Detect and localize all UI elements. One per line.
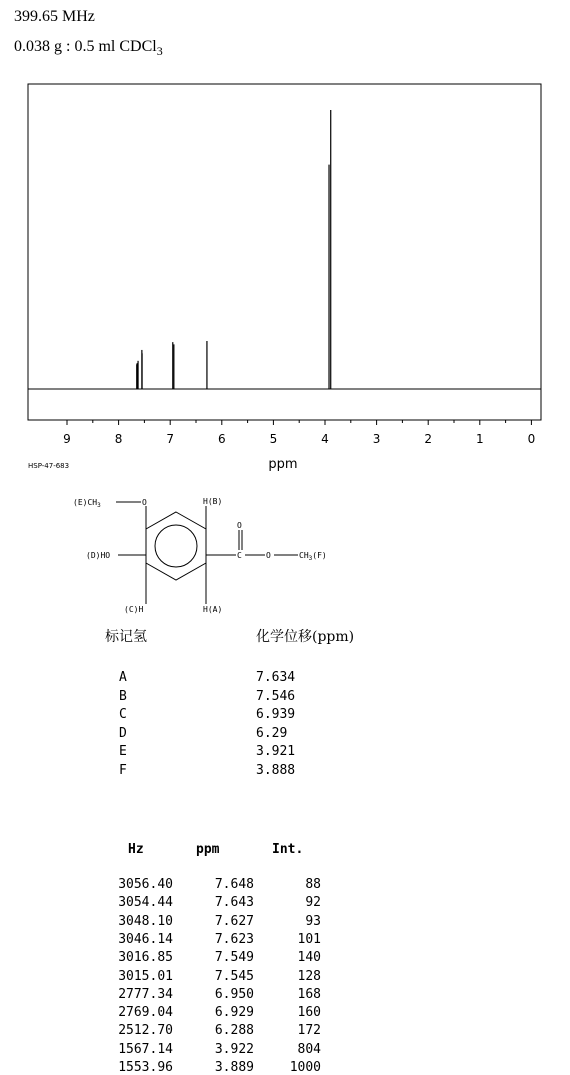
- label-dho: (D)HO: [86, 551, 111, 560]
- assignment-shift-C: 6.939: [256, 707, 296, 723]
- label-ha: H(A): [203, 605, 223, 614]
- peak-table-cell: 3046.14: [118, 931, 173, 947]
- peak-table-cell: 3048.10: [118, 913, 173, 929]
- peak-table-cell: 2512.70: [118, 1023, 173, 1039]
- x-tick-label-1: 1: [475, 432, 484, 446]
- peak-table-cell: 93: [305, 913, 321, 929]
- chemical-structure: [73, 497, 327, 614]
- peak-table-cell: 804: [297, 1041, 321, 1057]
- x-tick-label-0: 0: [527, 432, 536, 446]
- assignment-shift-E: 3.921: [256, 744, 296, 760]
- peak-table-cell: 6.288: [214, 1023, 254, 1039]
- peak-table-cell: 3015.01: [118, 968, 173, 984]
- peak-table-header-0: Hz: [128, 842, 144, 857]
- label-ch: (C)H: [124, 605, 144, 614]
- assignment-shift-F: 3.888: [256, 763, 296, 778]
- peak-table-cell: 1000: [289, 1060, 321, 1075]
- assignment-label-B: B: [119, 688, 127, 704]
- label-o-top: O: [142, 498, 147, 507]
- peak-table-cell: 3054.44: [118, 895, 173, 911]
- sample-subscript: 3: [156, 44, 163, 59]
- label-ch3f: $CH_3(F)$: [299, 551, 327, 562]
- assignment-label-D: D: [119, 725, 127, 741]
- peak-table-cell: 168: [297, 986, 321, 1002]
- assignment-label-F: F: [119, 763, 127, 778]
- assignment-header-shift: 化学位移(ppm): [256, 629, 355, 645]
- assignment-shift-D: 6.29: [256, 725, 288, 741]
- sample-main: 0.038 g : 0.5 ml CDCl: [14, 38, 157, 55]
- peak-table-cell: 3056.40: [118, 877, 173, 892]
- peak-table-cell: 1567.14: [118, 1041, 173, 1057]
- peak-table-cell: 92: [305, 895, 321, 911]
- peak-table-header-2: Int.: [272, 842, 304, 857]
- x-tick-label-7: 7: [166, 432, 175, 446]
- aromatic-circle: [155, 525, 197, 567]
- peak-table-cell: 88: [305, 877, 321, 892]
- assignment-shift-B: 7.546: [256, 688, 296, 704]
- label-e-ch3: $(E)CH_3$: [73, 498, 101, 509]
- peak-table-cell: 6.929: [214, 1005, 254, 1021]
- spectrum-code: HSP-47-683: [28, 462, 70, 470]
- peak-table-cell: 3016.85: [118, 950, 173, 966]
- peak-table-cell: 6.950: [214, 986, 254, 1002]
- assignment-shift-A: 7.634: [256, 670, 296, 685]
- label-carbonyl-o: O: [237, 521, 242, 530]
- peak-table-cell: 7.549: [214, 950, 254, 966]
- label-hb: H(B): [203, 497, 223, 506]
- x-axis-ticks: [63, 420, 535, 446]
- plot-frame: [28, 84, 541, 420]
- peak-table-cell: 7.643: [214, 895, 254, 911]
- peak-table-cell: 140: [297, 950, 321, 966]
- peak-table-cell: 7.623: [214, 931, 254, 947]
- peak-table-header-1: ppm: [196, 842, 220, 857]
- x-axis-label: ppm: [268, 457, 298, 472]
- x-tick-label-5: 5: [269, 432, 278, 446]
- peak-table-cell: 3.922: [214, 1041, 254, 1057]
- assignment-label-C: C: [119, 707, 127, 723]
- peak-table-cell: 101: [297, 931, 321, 947]
- peak-table-cell: 2777.34: [118, 986, 173, 1002]
- peak-table-cell: 3.889: [214, 1060, 254, 1075]
- x-tick-label-3: 3: [372, 432, 381, 446]
- label-carbonyl-c: C: [237, 551, 242, 560]
- peak-table-cell: 2769.04: [118, 1005, 173, 1021]
- assignment-header-label: 标记氢: [105, 629, 147, 645]
- peak-table-cell: 172: [297, 1023, 321, 1039]
- spectrometer-frequency: 399.65 MHz: [14, 8, 95, 25]
- peak-table-cell: 128: [297, 968, 321, 984]
- label-ester-o: O: [266, 551, 271, 560]
- peak-table-cell: 7.627: [214, 913, 254, 929]
- peak-table-cell: 7.545: [214, 968, 254, 984]
- x-tick-label-8: 8: [114, 432, 123, 446]
- x-tick-label-4: 4: [321, 432, 329, 446]
- assignment-label-E: E: [119, 744, 127, 760]
- peak-table-cell: 7.648: [214, 877, 254, 892]
- peak-table-cell: 160: [297, 1005, 321, 1021]
- x-tick-label-9: 9: [63, 432, 71, 446]
- x-tick-label-6: 6: [217, 432, 226, 446]
- x-tick-label-2: 2: [424, 432, 433, 446]
- peak-group: [137, 110, 331, 389]
- assignment-label-A: A: [119, 670, 127, 685]
- peak-table-cell: 1553.96: [118, 1060, 173, 1075]
